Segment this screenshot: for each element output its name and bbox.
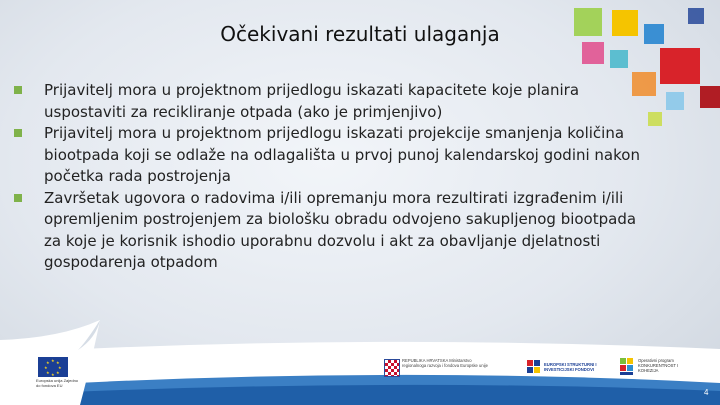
esif-logo-icon	[527, 360, 541, 374]
decor-square-teal	[610, 50, 628, 68]
eu-caption: Europska unija Zajedno do fondova EU	[36, 378, 79, 388]
list-item	[14, 80, 654, 123]
bullet-marker	[14, 194, 22, 202]
operational-programme-logo-icon	[620, 358, 634, 376]
ministry-logo-text: REPUBLIKA HRVATSKA Ministarstvo regionalnoga razvoja i fondova Europske unije	[402, 358, 488, 368]
esif-logo-text: EUROPSKI STRUKTURNI I INVESTICIJSKI FONDOVI	[544, 362, 597, 372]
decor-square-lightblue	[666, 92, 684, 110]
bullet-marker	[14, 129, 22, 137]
croatia-coat-of-arms-icon	[384, 359, 400, 377]
bullet-text: Prijavitelj mora u projektnom prijedlogu iskazati kapacitete koje planira uspostaviti za recikliranje otpada (ako je primjenjivo)	[44, 81, 580, 121]
page-title: Očekivani rezultati ulaganja	[220, 22, 500, 46]
bullet-list	[14, 80, 654, 274]
bullet-text: Prijavitelj mora u projektnom prijedlogu iskazati projekcije smanjenja količina biootpada koji se odlaže na odlagališta u prvoj punoj kalendarskoj godini nakon početka rada postrojenja	[44, 124, 640, 185]
decor-square-red	[660, 48, 700, 84]
bullet-marker	[14, 86, 22, 94]
eu-flag-icon: ★ ★ ★ ★ ★ ★ ★ ★	[38, 357, 68, 377]
decor-square-darkred	[700, 86, 720, 108]
bullet-text: Završetak ugovora o radovima i/ili opremanju mora rezultirati izgrađenim i/ili opremljenim postrojenjem za biološku obradu odvojeno sakupljenog biootpada za koje je korisnik ishodio uporabnu dozvolu i akt za obavljanje djelatnosti gospodarenja otpadom	[44, 188, 637, 271]
operational-programme-text: Operativni program KONKURENTNOST I KOHEZIJA	[638, 358, 679, 373]
list-item	[14, 188, 654, 274]
list-item	[14, 123, 654, 188]
page-number: 4	[704, 388, 709, 397]
